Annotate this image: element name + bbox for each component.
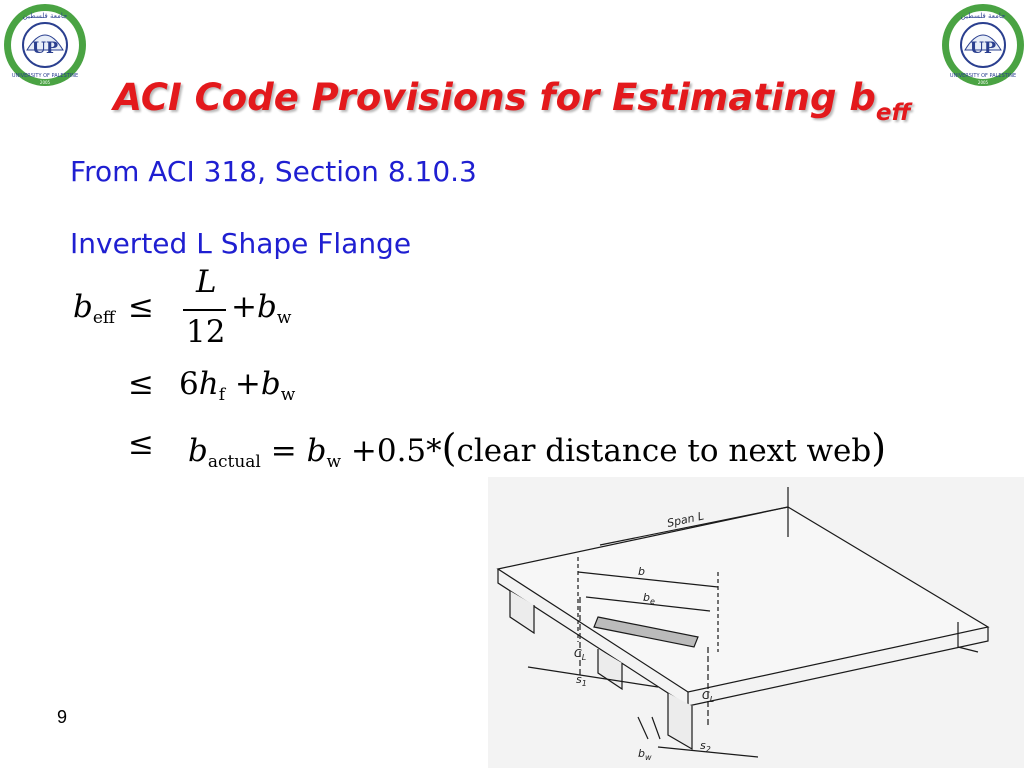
eq1-lhs-sub: eff: [92, 308, 115, 328]
eq2-plus: +: [234, 366, 261, 402]
logo-arabic-text-left: جامعة فلسطين: [22, 12, 68, 20]
eq1-lhs-var: b: [73, 289, 93, 325]
eq3-var1: b: [188, 433, 208, 469]
eq1-lhs: [73, 289, 115, 328]
label-bw-sub: w: [644, 753, 652, 762]
label-cl1-sub: L: [581, 653, 587, 662]
label-cl2-main: C: [702, 689, 710, 702]
slide-title-main: ACI Code Provisions for Estimating b: [113, 76, 876, 119]
eq2-rhs: [179, 366, 295, 405]
label-be-main: b: [643, 591, 650, 604]
eq1-denominator: 12: [186, 314, 226, 350]
eq3-var2: b: [306, 433, 327, 469]
eq3-open-paren: (: [441, 426, 457, 470]
eq1-relation: ≤: [128, 289, 154, 325]
t-beam-floor-diagram: [488, 477, 1024, 768]
eq1-var-sub: w: [276, 308, 292, 328]
label-cl2-sub: L: [709, 695, 715, 704]
eq3-var1-sub: actual: [207, 452, 261, 472]
eq3-equals: =: [270, 433, 297, 469]
label-span: Span L: [665, 509, 706, 530]
eq2-var1: h: [198, 366, 219, 402]
logo-arabic-text-right: جامعة فلسطين: [960, 12, 1006, 20]
label-cl1-main: C: [574, 647, 582, 660]
eq2-var2-sub: w: [280, 385, 296, 405]
label-s1-main: s: [576, 673, 582, 686]
label-be-sub: e: [649, 597, 655, 606]
eq1-var: b: [256, 289, 277, 325]
eq1-rhs: [231, 289, 291, 328]
logo-year-left: 2005: [39, 80, 51, 85]
page-number: 9: [57, 707, 68, 727]
logo-year-right: 2005: [977, 80, 989, 85]
eq1-num-var: L: [196, 264, 217, 300]
slide-title: [0, 76, 1024, 126]
eq3-relation: ≤: [128, 426, 154, 462]
label-s1-sub: 1: [581, 679, 587, 688]
label-bw-main: b: [638, 747, 645, 760]
eq2-var2: b: [260, 366, 281, 402]
label-b: b: [638, 565, 645, 578]
eq3-var2-sub: w: [326, 452, 341, 472]
logo-ring-text-left: UNIVERSITY OF PALESTINE: [11, 73, 79, 79]
flange-subheading: Inverted L Shape Flange: [70, 227, 412, 260]
section-reference: From ACI 318, Section 8.10.3: [70, 155, 477, 188]
eq3-rhs: [188, 426, 886, 472]
eq3-text: clear distance to next web: [456, 433, 872, 469]
eq1-numerator: [196, 264, 217, 300]
eq3-coef: 0.5*: [376, 433, 442, 469]
logo-up-text-left: UP: [32, 38, 58, 57]
eq2-var1-sub: f: [218, 385, 225, 405]
eq2-relation: ≤: [128, 366, 154, 402]
eq3-close-paren: ): [871, 426, 887, 470]
slide-title-subscript: eff: [875, 100, 911, 126]
label-s2-main: s: [700, 739, 706, 752]
eq1-plus: +: [231, 289, 257, 325]
logo-ring-text-right: UNIVERSITY OF PALESTINE: [949, 73, 1017, 79]
logo-up-text-right: UP: [970, 38, 996, 57]
eq3-plus: +: [350, 433, 377, 469]
eq1-fraction-bar: [183, 309, 226, 311]
eq2-coef: 6: [179, 366, 199, 402]
label-s2-sub: 2: [705, 745, 711, 754]
